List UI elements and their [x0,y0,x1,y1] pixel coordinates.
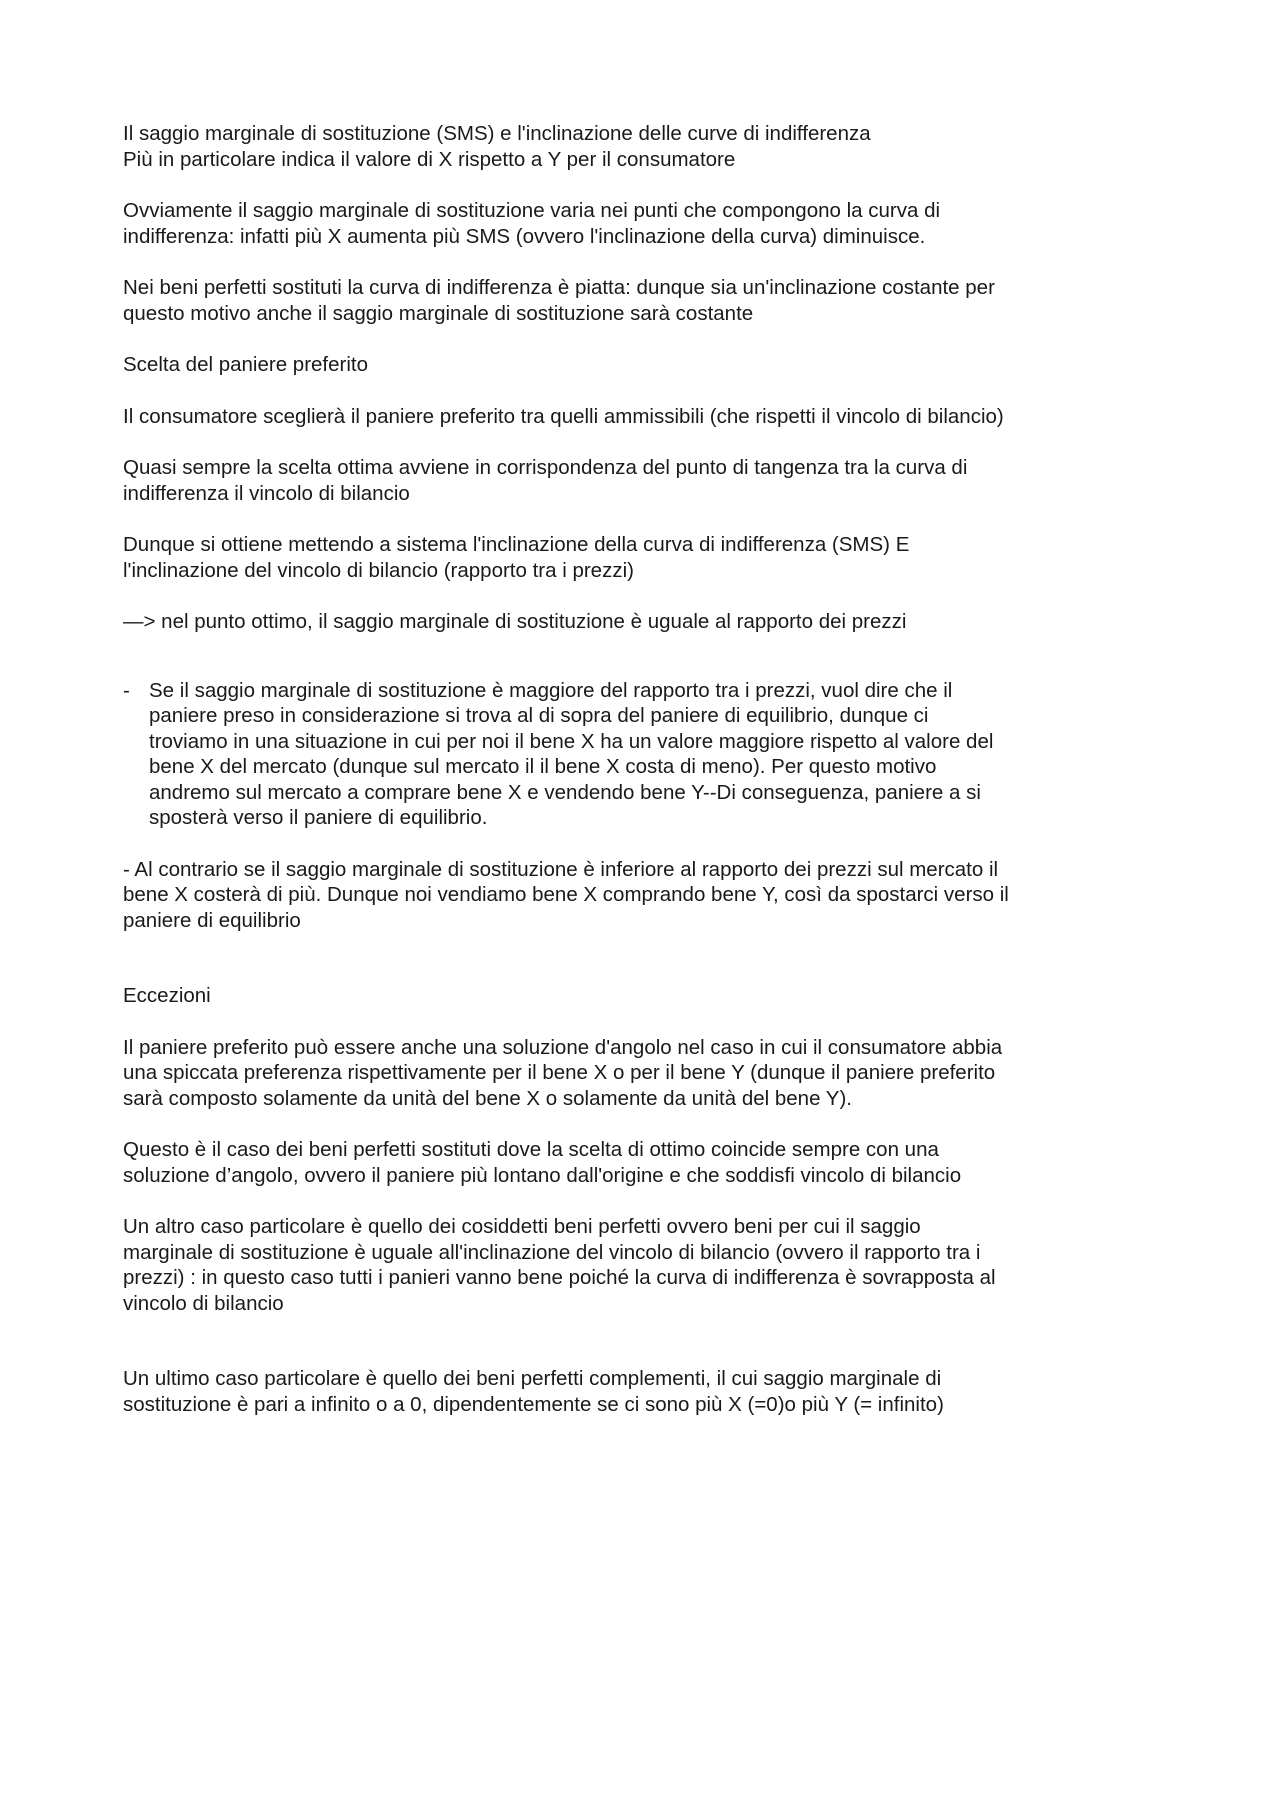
text-line: Più in particolare indica il valore di X rispetto a Y per il consumatore [123,147,736,171]
text-line: - Al contrario se il saggio marginale di sostituzione è inferiore al rapporto dei prezzi sul mercato il [123,857,999,881]
text-line: —> nel punto ottimo, il saggio marginale di sostituzione è uguale al rapporto dei prezzi [123,610,907,633]
text-line: andremo sul mercato a comprare bene X e vendendo bene Y--Di conseguenza, paniere a si [149,780,981,804]
paragraph-corner-solution [123,1035,1183,1112]
bullet-sms-greater [123,678,1183,831]
text-line: bene X del mercato (dunque sul mercato il il bene X costa di meno). Per questo motivo [149,755,937,778]
text-line: una spiccata preferenza rispettivamente per il bene X o per il bene Y (dunque il paniere preferito [123,1061,996,1084]
text-line: sostituzione è pari a infinito o a 0, dipendentemente se ci sono più X (=0)o più Y (= infinito) [123,1392,944,1416]
section-heading-preferred-basket [123,352,1183,378]
text-line: Ovviamente il saggio marginale di sostituzione varia nei punti che compongono la curva di [123,199,941,222]
text-line: Un ultimo caso particolare è quello dei beni perfetti complementi, il cui saggio marginale di [123,1367,942,1390]
text-line: Il consumatore sceglierà il paniere preferito tra quelli ammissibili (che rispetti il vincolo di bilancio) [123,404,1004,428]
paragraph-perfect-goods-case [123,1214,1183,1316]
paragraph-sms-lower [123,857,1183,934]
text-line: l'inclinazione del vincolo di bilancio (rapporto tra i prezzi) [123,558,634,582]
paragraph-tangency [123,455,1183,506]
paragraph-sms-variation [123,198,1183,249]
text-line: vincolo di bilancio [123,1291,284,1315]
text-line: Il saggio marginale di sostituzione (SMS) e l'inclinazione delle curve di indifferenza [123,122,871,145]
bullet-dash: - [123,678,130,702]
text-line: Dunque si ottiene mettendo a sistema l'inclinazione della curva di indifferenza (SMS) E [123,533,910,556]
text-line: Se il saggio marginale di sostituzione è maggiore del rapporto tra i prezzi, vuol dire che il [149,678,953,702]
text-line: questo motivo anche il saggio marginale di sostituzione sarà costante [123,301,754,325]
text-line: indifferenza il vincolo di bilancio [123,481,410,505]
text-line: Nei beni perfetti sostituti la curva di indifferenza è piatta: dunque sia un'inclinazione costante per [123,276,995,299]
paragraph-sms-definition [123,121,1183,172]
document-body [123,121,1183,1443]
section-heading-exceptions [123,983,1183,1009]
section-heading: Scelta del paniere preferito [123,353,369,376]
text-line: Quasi sempre la scelta ottima avviene in corrispondenza del punto di tangenza tra la curva di [123,456,968,479]
paragraph-perfect-substitutes [123,275,1183,326]
text-line: paniere preso in considerazione si trova al di sopra del paniere di equilibrio, dunque ci [149,704,929,727]
text-line: sarà composto solamente da unità del bene X o solamente da unità del bene Y). [123,1086,852,1110]
text-line: prezzi) : in questo caso tutti i panieri vanno bene poiché la curva di indifferenza è sovrapposta al [123,1266,996,1289]
text-line: paniere di equilibrio [123,908,301,932]
text-line: troviamo in una situazione in cui per noi il bene X ha un valore maggiore rispetto al valore del [149,729,994,753]
section-heading: Eccezioni [123,984,211,1007]
paragraph-system [123,532,1183,583]
text-line: bene X costerà di più. Dunque noi vendiamo bene X comprando bene Y, così da spostarci verso il [123,883,1009,906]
text-line: marginale di sostituzione è uguale all'inclinazione del vincolo di bilancio (ovvero il rapporto tra i [123,1240,981,1264]
paragraph-optimum-rule [123,609,1183,635]
text-line: sposterà verso il paniere di equilibrio. [149,806,488,829]
paragraph-perfect-substitutes-case [123,1137,1183,1188]
text-line: Un altro caso particolare è quello dei cosiddetti beni perfetti ovvero beni per cui il saggio [123,1215,921,1238]
paragraph-perfect-complements-case [123,1366,1183,1417]
paragraph-consumer-choice [123,404,1183,430]
text-line: Questo è il caso dei beni perfetti sostituti dove la scelta di ottimo coincide sempre con una [123,1138,939,1161]
text-line: Il paniere preferito può essere anche una soluzione d'angolo nel caso in cui il consumatore abbia [123,1035,1003,1059]
text-line: soluzione d’angolo, ovvero il paniere più lontano dall'origine e che soddisfi vincolo di bilancio [123,1163,962,1187]
text-line: indifferenza: infatti più X aumenta più SMS (ovvero l'inclinazione della curva) diminuisce. [123,224,926,248]
